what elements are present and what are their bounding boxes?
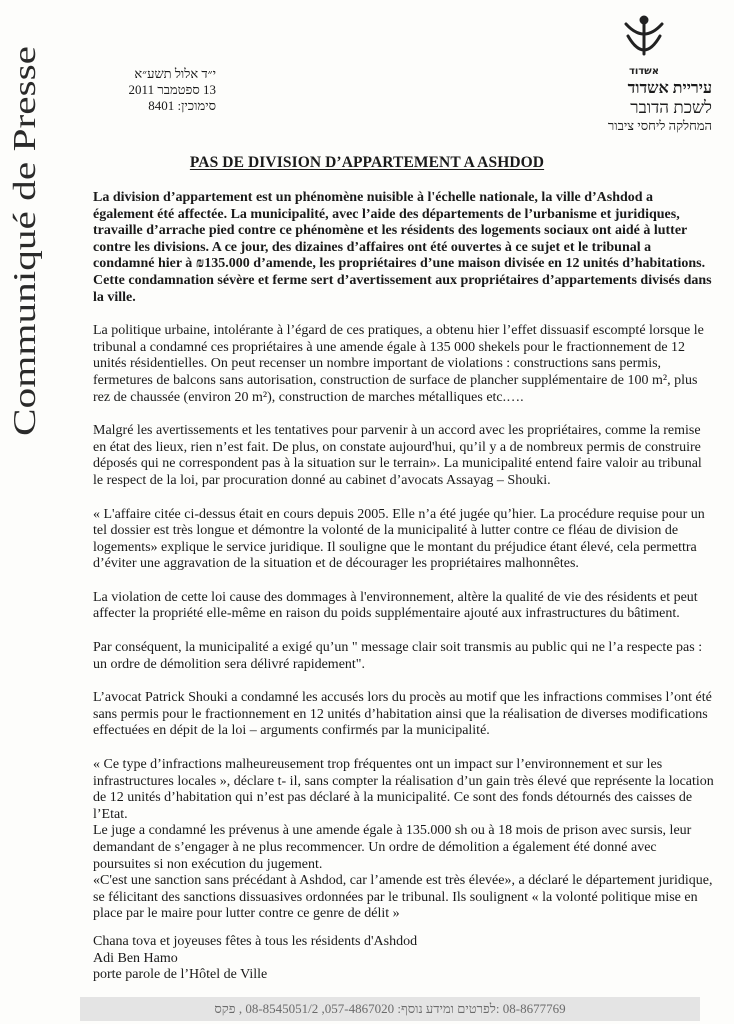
side-label-text: Communiqué de Presse	[6, 133, 42, 436]
lead-paragraph: La division d’appartement est un phénomène nuisible à l'échelle nationale, la ville d’Ashdod a également été affectée. La municipalité, avec l’aide des départements de l’urbanisme et juridiques, travaille d’arrache pied contre ce phénomène et les résidents des logements sociaux ont aidé à lutter contre les divisions. A ce jour, des dizaines d’affaires ont été ouvertes à ce sujet et le tribunal a condamné hier à ₪135.000 d’amende, les propriétaires d’une maison divisée en 12 unités d’habitations. Cette condamnation sévère et ferme sert d’avertissement aux propriétaires d’appartements divisés dans la ville.	[93, 190, 712, 305]
paragraph: Par conséquent, la municipalité a exigé qu’un " message clair soit transmis au public qui ne l’a respecte pas : un ordre de démolition sera délivré rapidement".	[93, 640, 703, 672]
org-name: עיריית אשדוד	[627, 80, 712, 97]
signature-role: porte parole de l’Hôtel de Ville	[93, 967, 268, 983]
reference-number: סימוכין: 8401	[148, 98, 216, 113]
logo-text: אשדוד	[628, 66, 660, 77]
signature-block	[93, 934, 493, 984]
paragraph: La politique urbaine, intolérante à l’égard de ces pratiques, a obtenu hier l’effet dissuasif escompté lorsque le tribunal a condamné ces propriétaires à une amende égale à 135 000 shekels pour le fractionnement de 12 unités résidentielles. On peut recenser un nombre important de violations : constructions sans permis, fermetures de balcons sans autorisation, construction de surface de plancher supplémentaire de 100 m², plus rez de chaussée (environ 20 m²), construction de marches métalliques etc.….	[93, 323, 704, 405]
paragraph: Malgré les avertissements et les tentatives pour parvenir à un accord avec les propriétaires, comme la remise en état des lieux, rien n’est fait. De plus, on constate aujourd'hui, qu’il y a de nombreux permis de construire déposés qui ne correspondent pas à la situation sur le terrain». La municipalité entend faire valoir au tribunal le respect de la loi, par procuration donné au cabinet d’avocats Assayag – Shouki.	[93, 423, 702, 488]
side-label-communique	[4, 40, 44, 440]
paragraph: La violation de cette loi cause des dommages à l'environnement, altère la qualité de vie des résidents et peut affecter la propriété elle-même en raison du poids supplémentaire ajouté aux infrastructures du bâtiment.	[93, 589, 698, 622]
ashdod-logo	[604, 14, 684, 80]
paragraph: «C'est une sanction sans précédant à Ashdod, car l’amende est très élevée», a déclaré le département juridique, se félicitant des sanctions dissuasives ordonnées par le tribunal. Ils soulignent « la volonté politique mise en place par le maire pour lutter contre ce genre de délit »	[93, 873, 713, 922]
signature-greeting: Chana tova et joyeuses fêtes à tous les résidents d'Ashdod	[93, 934, 418, 949]
signature-name: Adi Ben Hamo	[93, 950, 178, 966]
paragraph: L’avocat Patrick Shouki a condamné les accusés lors du procès au motif que les infractions commises l’ont été sans permis pour le fractionnement en 12 unités d’habitation ainsi que la réalisation de diverses modifications effectuées en dépit de la loi – arguments confirmés par la municipalité.	[93, 690, 712, 739]
press-release-body	[93, 190, 715, 923]
paragraph: « L'affaire citée ci-dessus était en cours depuis 2005. Elle n’a été jugée qu’hier. La procédure requise pour un tel dossier est très longue et démontre la volonté de la municipalité à lutter contre ce fléau de division de logements» explique le service juridique. Il souligne que le montant du préjudice étant élevé, cela permettra d’éviter une aggravation de la situation et de décourager les propriétaires malhonnêtes.	[93, 506, 705, 572]
page-title: PAS DE DIVISION D’APPARTEMENT A ASHDOD	[189, 154, 545, 171]
paragraph: Le juge a condamné les prévenus à une amende égale à 135.000 sh ou à 18 mois de prison avec sursis, leur demandant de s’engager à ne plus recommencer. Un ordre de démolition a également été donné avec poursuites si non exécution du jugement.	[93, 823, 692, 872]
gregorian-date: 13 ספטמבר 2011	[128, 82, 216, 97]
department-name: המחלקה ליחסי ציבור	[607, 118, 712, 133]
hebrew-date: י״ד אלול תשע״א	[134, 66, 216, 81]
date-block	[92, 66, 216, 114]
office-name: לשכת הדובר	[630, 98, 712, 117]
municipality-header	[532, 80, 712, 134]
paragraph: « Ce type d’infractions malheureusement trop fréquentes ont un impact sur l’environnement et sur les infrastructures locales », déclare t- il, sans compter la réalisation d’un gain très élevé que représente la location de 12 unités d’habitation qui n’est pas déclaré à la municipalité. Ce sont des fonds détournés des caisses de l’Etat.	[93, 757, 714, 822]
contact-footer: 08-8677769 :לפרטים ומידע נוסף: 057-4867020, 08-8545051/2 , פקס	[80, 997, 700, 1021]
